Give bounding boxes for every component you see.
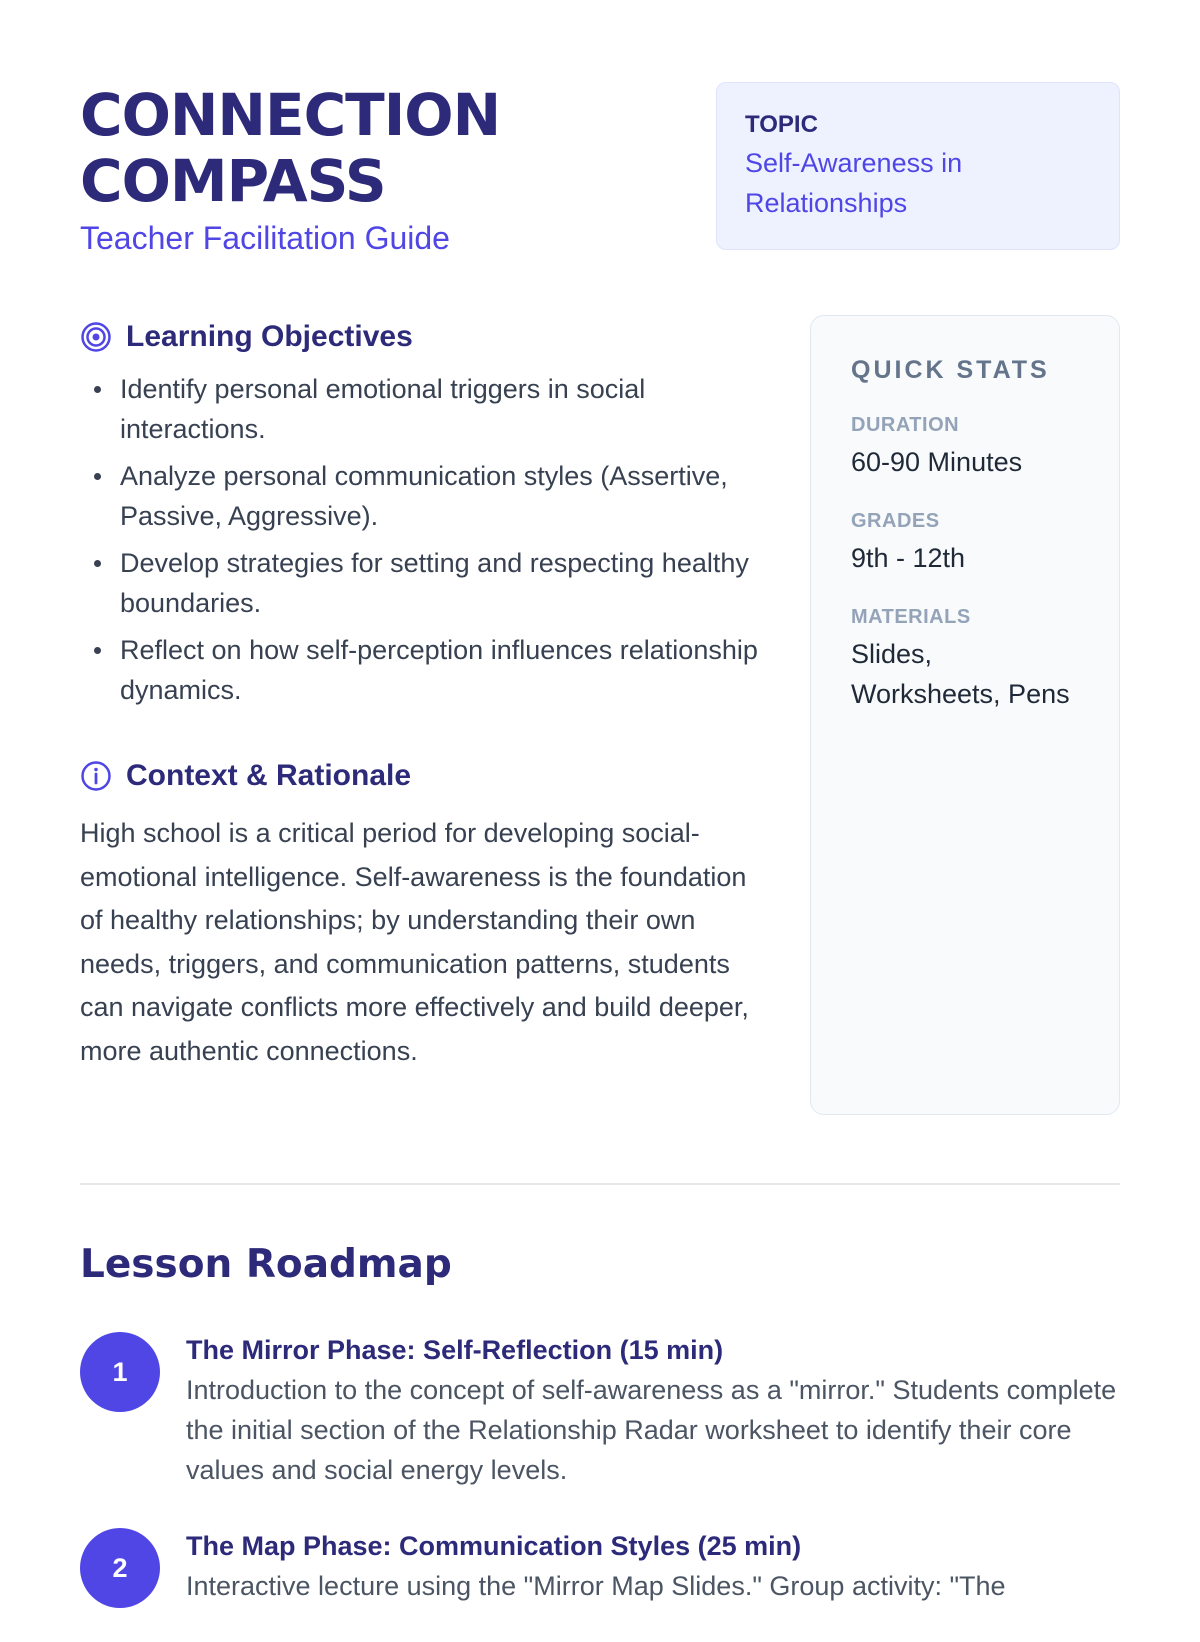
- roadmap-title: Lesson Roadmap: [80, 1242, 452, 1287]
- roadmap-steps: [80, 1330, 1120, 1642]
- quick-stats-card: [810, 315, 1120, 1115]
- step-number-badge: 1: [80, 1332, 160, 1412]
- document-subtitle: Teacher Facilitation Guide: [80, 220, 450, 256]
- step-description: Introduction to the concept of self-awareness as a "mirror." Students complete the initial section of the Relationship Radar worksheet to identify their core values and social energy levels.: [186, 1375, 1117, 1485]
- topic-value: Self-Awareness in Relationships: [745, 148, 963, 218]
- objectives-heading: [80, 315, 760, 359]
- main-column: [80, 315, 760, 1073]
- stat-label: MATERIALS: [851, 606, 971, 628]
- stat-value: 9th - 12th: [851, 543, 966, 573]
- context-heading: [80, 754, 760, 798]
- section-divider: [80, 1183, 1120, 1185]
- info-icon: [80, 760, 112, 792]
- step-title: The Map Phase: Communication Styles (25 min): [186, 1531, 802, 1561]
- stat-duration: [851, 412, 1079, 482]
- step-title: The Mirror Phase: Self-Reflection (15 min): [186, 1335, 724, 1365]
- objectives-heading-text: Learning Objectives: [126, 320, 413, 353]
- context-paragraph: High school is a critical period for developing social-emotional intelligence. Self-awareness is the foundation of healthy relationships; by understanding their own needs, triggers, and communication patterns, students can navigate conflicts more effectively and build deeper, more authentic connections.: [80, 818, 749, 1066]
- objectives-list: [80, 369, 760, 710]
- stat-grades: [851, 508, 1079, 578]
- stat-label: DURATION: [851, 414, 960, 436]
- context-heading-text: Context & Rationale: [126, 759, 412, 792]
- step-description: Interactive lecture using the "Mirror Map Slides." Group activity: "The: [186, 1571, 1006, 1601]
- list-item: Analyze personal communication styles (Assertive, Passive, Aggressive).: [120, 456, 760, 536]
- list-item: Identify personal emotional triggers in social interactions.: [120, 369, 760, 449]
- topic-label: TOPIC: [745, 111, 818, 138]
- stat-value: Slides, Worksheets, Pens: [851, 639, 1070, 709]
- document-page: [80, 0, 1120, 1600]
- list-item: Reflect on how self-perception influences relationship dynamics.: [120, 630, 760, 710]
- document-header: [80, 82, 1120, 272]
- roadmap-step: [80, 1330, 1120, 1490]
- step-number-badge: 2: [80, 1528, 160, 1608]
- stat-value: 60-90 Minutes: [851, 447, 1023, 477]
- topic-card: [716, 82, 1120, 250]
- target-icon: [80, 321, 112, 353]
- document-title: CONNECTION COMPASS: [80, 81, 501, 215]
- quick-stats-title: QUICK STATS: [851, 356, 1050, 384]
- list-item: Develop strategies for setting and respecting healthy boundaries.: [120, 543, 760, 623]
- stat-materials: [851, 604, 1079, 714]
- roadmap-step: [80, 1526, 1120, 1606]
- stat-label: GRADES: [851, 510, 940, 532]
